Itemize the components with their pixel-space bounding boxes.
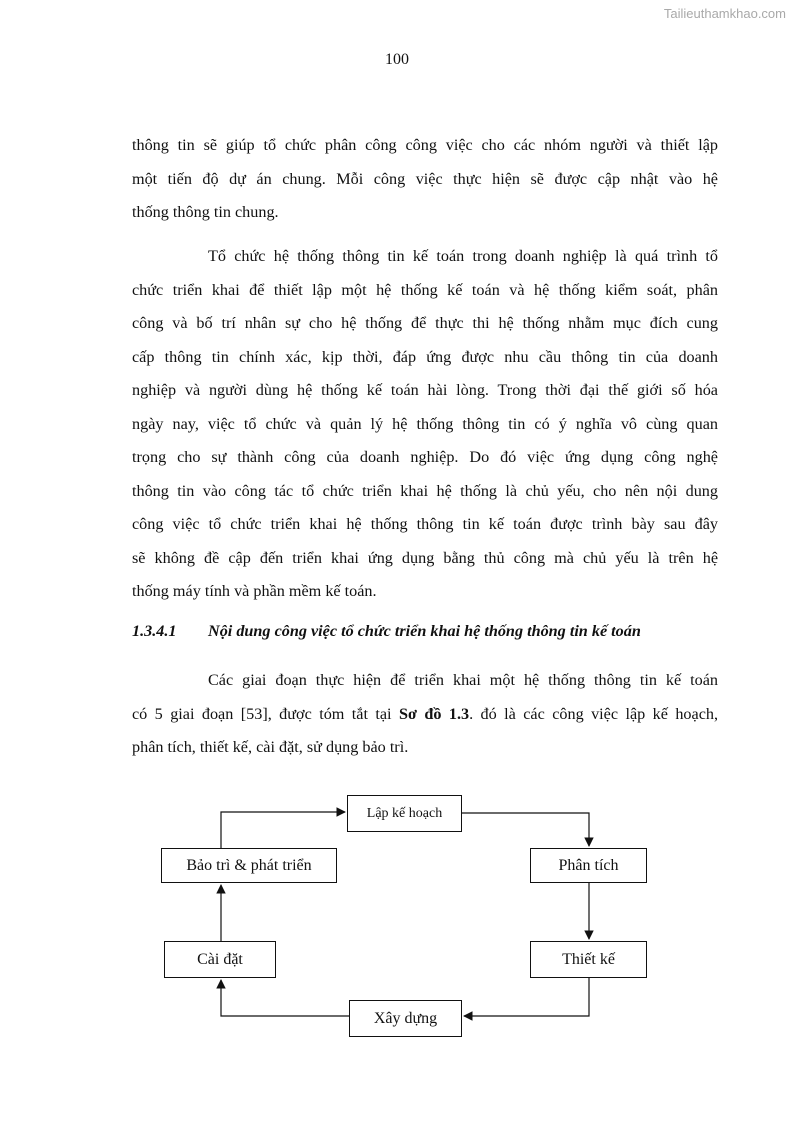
diagram-reference: Sơ đồ 1.3 [398, 704, 470, 723]
text-line: thống thông tin chung. [132, 203, 279, 221]
text-line: sẽ không đề cập đến triển khai ứng dụng bằng thủ công mà chủ yếu là trên hệ [132, 548, 718, 567]
text-line: ngày nay, việc tổ chức và quản lý hệ thống thông tin có ý nghĩa vô cùng quan [132, 414, 718, 433]
paragraph-stages [132, 664, 718, 765]
arrow-design-to-build [464, 978, 589, 1016]
text-line: trọng cho sự thành công của doanh nghiệp. Do đó việc ứng dụng công nghệ [132, 448, 718, 466]
text-line: thông tin vào công tác tổ chức triển khai hệ thống là chủ yếu, cho nên nội dung [132, 481, 718, 500]
text-line: nghiệp và người dùng hệ thống kế toán hài lòng. Trong thời đại thế giới số hóa [132, 381, 718, 399]
text-line: một tiến độ dự án chung. Mỗi công việc thực hiện sẽ được cập nhật vào hệ [132, 169, 718, 188]
page-number: 100 [385, 51, 409, 68]
node-analysis: Phân tích [530, 848, 647, 883]
node-maintain: Bảo trì & phát triển [161, 848, 337, 883]
node-design: Thiết kế [530, 941, 647, 978]
section-title: Nội dung công việc tổ chức triển khai hệ thống thông tin kế toán [208, 622, 641, 640]
text-line: Tổ chức hệ thống thông tin kế toán trong doanh nghiệp là quá trình tổ [208, 247, 718, 265]
node-install: Cài đặt [164, 941, 276, 978]
watermark: Tailieuthamkhao.com [663, 6, 786, 21]
section-number: 1.3.4.1 [132, 622, 177, 640]
text-line: cấp thông tin chính xác, kịp thời, đáp ứng được nhu cầu thông tin của doanh [132, 347, 718, 366]
text-line: công và bố trí nhân sự cho hệ thống để thực thi hệ thống nhằm mục đích cung [132, 314, 718, 332]
paragraph-intro [132, 129, 718, 230]
text-fragment: . đó là các công việc lập kế hoạch, [469, 704, 719, 723]
text-fragment: có 5 giai đoạn [53], được tóm tắt tại [132, 704, 399, 723]
paragraph-organization [132, 240, 718, 609]
section-heading [132, 622, 732, 641]
text-line: phân tích, thiết kế, cài đặt, sử dụng bảo trì. [132, 738, 409, 756]
node-build: Xây dựng [349, 1000, 462, 1037]
arrow-build-to-install [221, 980, 349, 1016]
arrow-plan-to-analysis [462, 813, 589, 846]
text-line [132, 698, 718, 732]
text-line: thống máy tính và phần mềm kế toán. [132, 582, 377, 600]
text-line: chức triển khai để thiết lập một hệ thống kế toán và hệ thống kiểm soát, phân [132, 280, 718, 299]
text-line: Các giai đoạn thực hiện để triển khai một hệ thống thông tin kế toán [208, 671, 718, 689]
text-line: công việc tổ chức triển khai hệ thống thông tin kế toán được trình bày sau đây [132, 515, 718, 533]
text-line: thông tin sẽ giúp tổ chức phân công công việc cho các nhóm người và thiết lập [132, 136, 718, 154]
arrow-maintain-to-plan [221, 812, 345, 848]
node-plan: Lập kế hoạch [347, 795, 462, 832]
